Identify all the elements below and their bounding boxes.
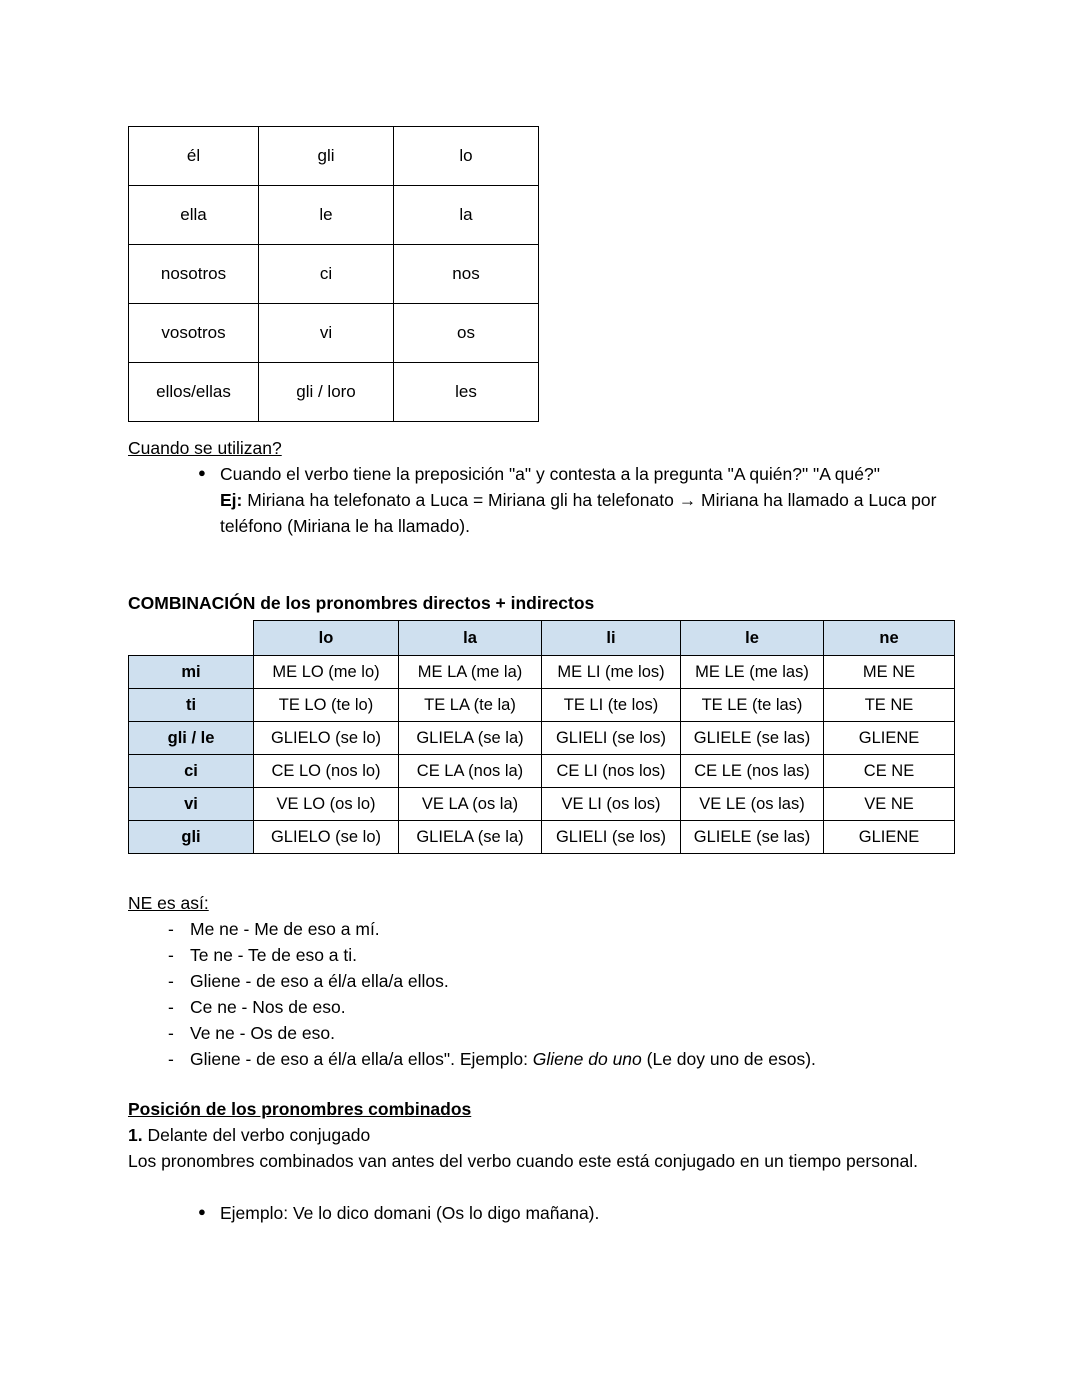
usage-bullet-text: Cuando el verbo tiene la preposición "a" y contesta a la pregunta "A quién?" "A qué?" bbox=[220, 464, 880, 484]
combo-cell: GLIELI (se los) bbox=[542, 722, 681, 755]
table-row bbox=[129, 186, 539, 245]
ne-item-text: Gliene - de eso a él/a ella/a ellos. bbox=[190, 971, 449, 991]
column-header-le: le bbox=[681, 621, 824, 656]
pronoun-subject: él bbox=[129, 127, 259, 186]
table-row bbox=[129, 245, 539, 304]
combo-cell: TE LE (te las) bbox=[681, 689, 824, 722]
list-item bbox=[128, 1046, 958, 1072]
combo-cell: TE LI (te los) bbox=[542, 689, 681, 722]
table-row bbox=[129, 363, 539, 422]
column-header-la: la bbox=[399, 621, 542, 656]
combo-cell: ME LE (me las) bbox=[681, 656, 824, 689]
combo-cell: ME NE bbox=[824, 656, 955, 689]
example-label: Ej: bbox=[220, 490, 243, 510]
ne-item-prefix: Gliene - de eso a él/a ella/a ellos". Ejemplo: bbox=[190, 1049, 533, 1069]
combination-heading: COMBINACIÓN de los pronombres directos + indirectos bbox=[128, 593, 595, 613]
ne-item-suffix: (Le doy uno de esos). bbox=[641, 1049, 816, 1069]
combo-cell: ME LO (me lo) bbox=[254, 656, 399, 689]
combo-cell: VE LA (os la) bbox=[399, 788, 542, 821]
position-heading: Posición de los pronombres combinados bbox=[128, 1099, 472, 1119]
combo-cell: GLIENE bbox=[824, 722, 955, 755]
pronoun-indirect: le bbox=[259, 186, 394, 245]
row-key: ti bbox=[129, 689, 254, 722]
combo-cell: VE LE (os las) bbox=[681, 788, 824, 821]
list-item bbox=[128, 942, 958, 968]
pronoun-direct: les bbox=[394, 363, 539, 422]
table-row bbox=[129, 304, 539, 363]
combo-cell: CE NE bbox=[824, 755, 955, 788]
combo-cell: TE LA (te la) bbox=[399, 689, 542, 722]
list-item bbox=[180, 1200, 955, 1226]
pronoun-direct: nos bbox=[394, 245, 539, 304]
ne-item-text: Te ne - Te de eso a ti. bbox=[190, 945, 358, 965]
combo-cell: TE NE bbox=[824, 689, 955, 722]
combo-cell: CE LE (nos las) bbox=[681, 755, 824, 788]
pronoun-indirect: vi bbox=[259, 304, 394, 363]
pronoun-direct: la bbox=[394, 186, 539, 245]
list-item bbox=[128, 1020, 958, 1046]
pronoun-table bbox=[128, 126, 539, 422]
ne-item-italic: Gliene do uno bbox=[532, 1049, 642, 1069]
position-bullet-text: Ejemplo: Ve lo dico domani (Os lo digo mañana). bbox=[220, 1203, 600, 1223]
combo-cell: VE NE bbox=[824, 788, 955, 821]
point-title: Delante del verbo conjugado bbox=[142, 1125, 371, 1145]
pronoun-subject: nosotros bbox=[129, 245, 259, 304]
combo-cell: GLIELI (se los) bbox=[542, 821, 681, 854]
table-row bbox=[129, 788, 955, 821]
combo-cell: ME LI (me los) bbox=[542, 656, 681, 689]
row-key: mi bbox=[129, 656, 254, 689]
pronoun-subject: ellos/ellas bbox=[129, 363, 259, 422]
ne-item-text: Ve ne - Os de eso. bbox=[190, 1023, 335, 1043]
combo-cell: CE LI (nos los) bbox=[542, 755, 681, 788]
combo-cell: GLIELE (se las) bbox=[681, 821, 824, 854]
ne-list bbox=[128, 916, 958, 1072]
corner-cell bbox=[129, 621, 254, 656]
list-item bbox=[128, 994, 958, 1020]
usage-bullet-list bbox=[180, 461, 955, 539]
row-key: ci bbox=[129, 755, 254, 788]
pronoun-subject: ella bbox=[129, 186, 259, 245]
row-key: gli / le bbox=[129, 722, 254, 755]
table-row bbox=[129, 689, 955, 722]
column-header-li: li bbox=[542, 621, 681, 656]
usage-heading: Cuando se utilizan? bbox=[128, 438, 282, 458]
list-item bbox=[128, 916, 958, 942]
combination-table bbox=[128, 620, 955, 854]
combo-cell: GLIELA (se la) bbox=[399, 821, 542, 854]
point-number: 1. bbox=[128, 1125, 143, 1145]
ne-item-text: Me ne - Me de eso a mí. bbox=[190, 919, 380, 939]
table-header-row bbox=[129, 621, 955, 656]
combo-cell: VE LI (os los) bbox=[542, 788, 681, 821]
table-row bbox=[129, 821, 955, 854]
combo-cell: CE LA (nos la) bbox=[399, 755, 542, 788]
list-item bbox=[128, 968, 958, 994]
combo-cell: CE LO (nos lo) bbox=[254, 755, 399, 788]
pronoun-indirect: gli bbox=[259, 127, 394, 186]
ne-heading: NE es así: bbox=[128, 893, 209, 913]
table-row bbox=[129, 755, 955, 788]
table-row bbox=[129, 127, 539, 186]
combo-cell: GLIELO (se lo) bbox=[254, 821, 399, 854]
pronoun-direct: lo bbox=[394, 127, 539, 186]
row-key: gli bbox=[129, 821, 254, 854]
table-row bbox=[129, 722, 955, 755]
combo-cell: ME LA (me la) bbox=[399, 656, 542, 689]
combo-cell: GLIELE (se las) bbox=[681, 722, 824, 755]
ne-item-text: Ce ne - Nos de eso. bbox=[190, 997, 346, 1017]
combo-cell: GLIELO (se lo) bbox=[254, 722, 399, 755]
combo-cell: GLIELA (se la) bbox=[399, 722, 542, 755]
pronoun-indirect: gli / loro bbox=[259, 363, 394, 422]
pronoun-direct: os bbox=[394, 304, 539, 363]
column-header-lo: lo bbox=[254, 621, 399, 656]
combo-cell: GLIENE bbox=[824, 821, 955, 854]
list-item bbox=[180, 461, 955, 539]
position-paragraph: Los pronombres combinados van antes del verbo cuando este está conjugado en un tiempo personal. bbox=[128, 1151, 918, 1171]
combo-cell: TE LO (te lo) bbox=[254, 689, 399, 722]
pronoun-subject: vosotros bbox=[129, 304, 259, 363]
position-point-1 bbox=[128, 1122, 370, 1148]
pronoun-indirect: ci bbox=[259, 245, 394, 304]
column-header-ne: ne bbox=[824, 621, 955, 656]
example-text: Miriana ha telefonato a Luca = Miriana gli ha telefonato → Miriana ha llamado a Luca por teléfono (Miriana le ha llamado). bbox=[220, 490, 937, 536]
table-row bbox=[129, 656, 955, 689]
position-bullet-list bbox=[180, 1200, 955, 1226]
row-key: vi bbox=[129, 788, 254, 821]
combo-cell: VE LO (os lo) bbox=[254, 788, 399, 821]
